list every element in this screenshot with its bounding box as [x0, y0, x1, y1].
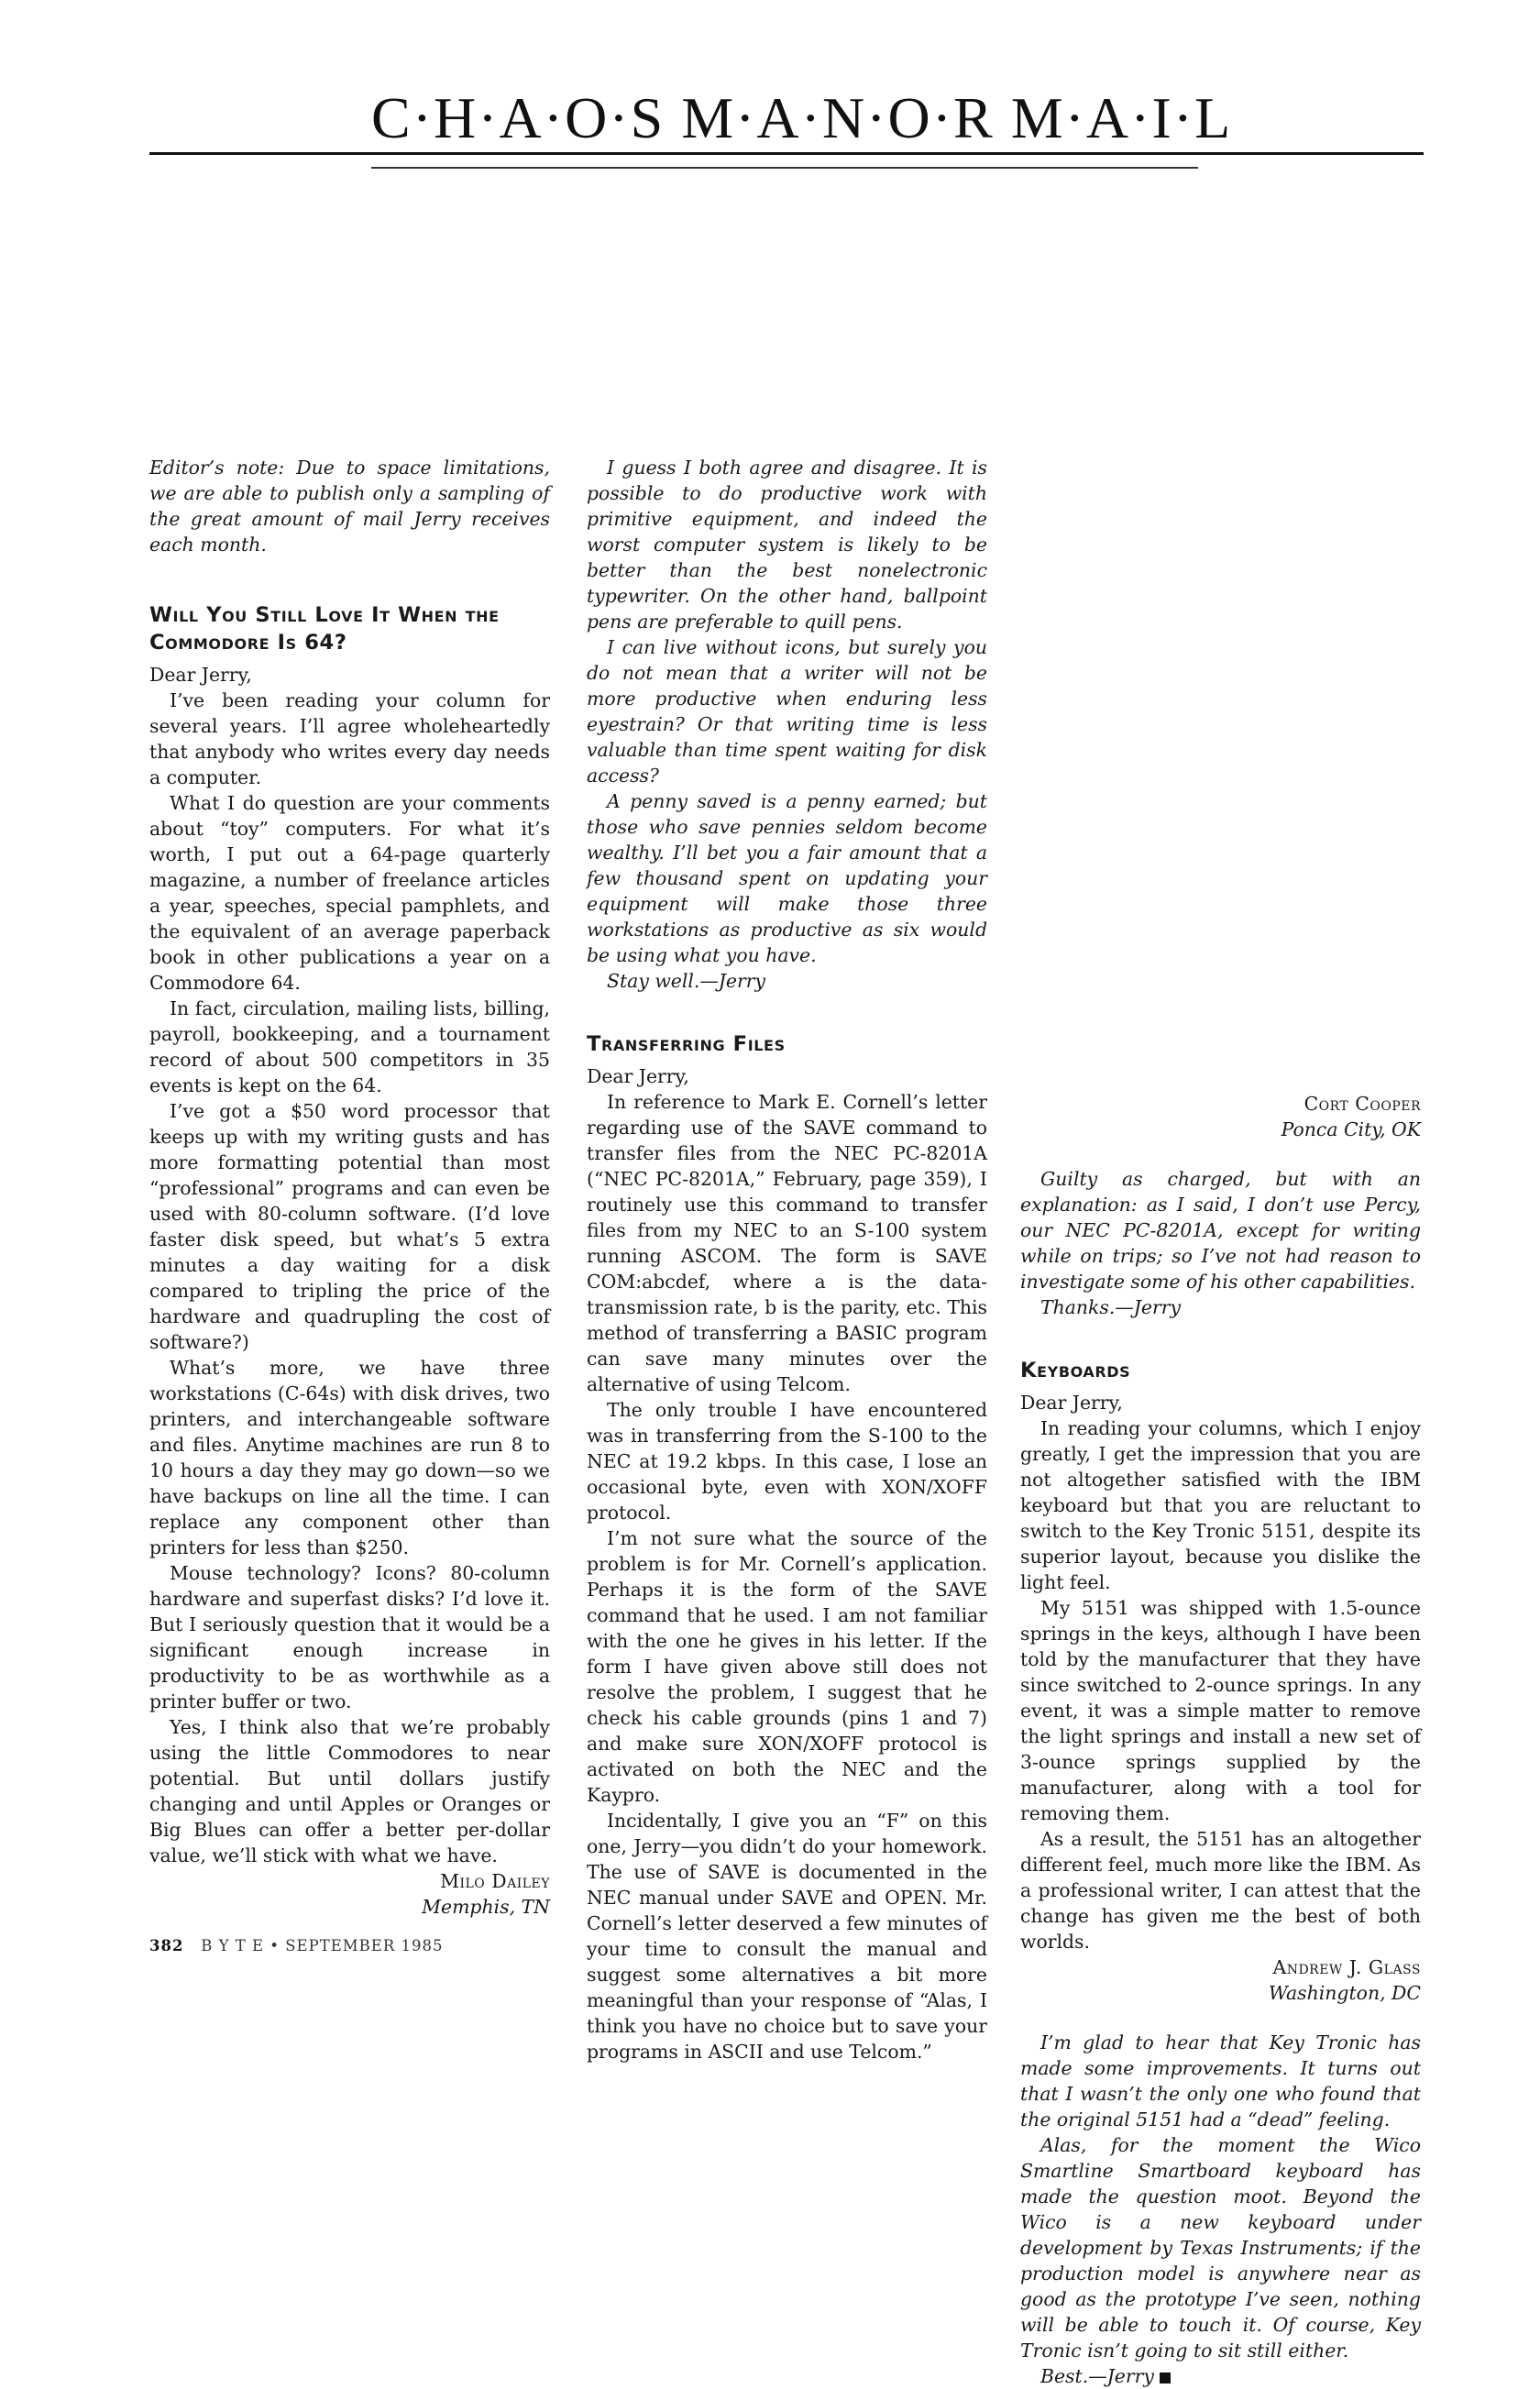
reply-signoff [587, 968, 987, 994]
letter-paragraph: What’s more, we have three workstations (C-64s) with disk drives, two printers, and interchangeable software and files. Anytime machines are run 8 to 10 hours a day they may go down—so we have backups on line all the time. I can replace any component other than printers for less than $250. [149, 1357, 550, 1558]
letter-paragraph: I’m not sure what the source of the problem is for Mr. Cornell’s application. Perhaps it is the form of the SAVE command that he used. I am not familiar with the one he gives in his letter. If the form I have given above still does not resolve the problem, I suggest that he check his cable grounds (pins 1 and 7) and make sure XON/XOFF protocol is activated on both the NEC and the Kaypro. [587, 1527, 987, 1806]
column-2 [587, 455, 987, 2064]
section-heading-keyboards: Keyboards [1020, 1359, 1131, 1382]
letter-paragraph: What I do question are your comments about “toy” computers. For what it’s worth, I put out a 64-page quarterly magazine, a number of freelance articles a year, speeches, special pamphlets, and the equivalent of an average paperback book in other publications a year on a Commodore 64. [149, 792, 550, 994]
reply-signoff-text: Thanks.—Jerry [1040, 1296, 1181, 1318]
column-1 [149, 455, 550, 1920]
letter-paragraph: Yes, I think also that we’re probably using the little Commodores to near potential. But until dollars justify changing and until Apples or Oranges or Big Blues can offer a better per-dollar value, we’ll stick with what we have. [149, 1716, 550, 1866]
column-3 [1020, 1091, 1421, 2389]
signature-name: Cort Cooper [1304, 1093, 1421, 1115]
reply-paragraph: I can live without icons, but surely you do not mean that a writer will not be more productive when enduring less eyestrain? Or that writing time is less valuable than time spent waiting for disk access? [587, 636, 987, 787]
letter-paragraph: Incidentally, I give you an “F” on this one, Jerry—you didn’t do your homework. The use of SAVE is documented in the NEC manual under SAVE and OPEN. Mr. Cornell’s letter deserved a few minutes of your time to consult the manual and suggest some alternatives a bit more meaningful than your response of “Alas, I think you have no choice but to save your programs in ASCII and use Telcom.” [587, 1810, 987, 2063]
letter-salutation: Dear Jerry, [587, 1065, 689, 1087]
end-of-article-mark [1160, 2372, 1171, 2383]
signature-name: Andrew J. Glass [1272, 1956, 1421, 1978]
reply-signoff-text: Stay well.—Jerry [607, 970, 766, 992]
reply-signoff [1020, 2363, 1421, 2389]
letter-paragraph: As a result, the 5151 has an altogether different feel, much more like the IBM. As a professional writer, I can attest that the change has given me the best of both worlds. [1020, 1828, 1421, 1953]
reply-signoff [1020, 1294, 1421, 1320]
section-heading-transferring: Transferring Files [587, 1032, 786, 1056]
letter-signature [1020, 1091, 1421, 1142]
reply-signoff-text: Best.—Jerry [1040, 2365, 1154, 2387]
reply-paragraph: I’m glad to hear that Key Tronic has made some improvements. It turns out that I wasn’t the only one who found that the original 5151 had a “dead” feeling. [1020, 2031, 1421, 2130]
magazine-name: B Y T E [201, 1937, 265, 1954]
title-rule-thin [371, 167, 1198, 169]
signature-place: Ponca City, OK [1281, 1118, 1421, 1140]
signature-place: Washington, DC [1268, 1982, 1421, 2004]
page-title: C·H·A·O·S M·A·N·O·R M·A·I·L [371, 85, 1233, 150]
section-heading-commodore: Will You Still Love It When the Commodore Is 64? [149, 603, 500, 655]
issue-date: SEPTEMBER 1985 [285, 1937, 444, 1954]
letter-paragraph: In reference to Mark E. Cornell’s letter regarding use of the SAVE command to transfer files from the NEC PC-8201A (“NEC PC-8201A,” February, page 359), I routinely use this command to transfer files from my NEC to an S-100 system running ASCOM. The form is SAVE COM:abcdef, where a is the data-transmission rate, b is the parity, etc. This method of transferring a BASIC program can save many minutes over the alternative of using Telcom. [587, 1091, 987, 1395]
letter-paragraph: Mouse technology? Icons? 80-column hardware and superfast disks? I’d love it. But I seriously question that it would be a significant enough increase in productivity to be as worthwhile as a printer buffer or two. [149, 1562, 550, 1712]
letter-paragraph: I’ve been reading your column for several years. I’ll agree wholeheartedly that anybody who writes every day needs a computer. [149, 689, 550, 788]
letter-signature [149, 1868, 550, 1920]
footer-separator: • [270, 1937, 280, 1954]
letter-salutation: Dear Jerry, [149, 664, 252, 686]
reply-paragraph: I guess I both agree and disagree. It is possible to do productive work with primitive equipment, and indeed the worst computer system is likely to be better than the best nonelectronic typewriter. On the other hand, ballpoint pens are preferable to quill pens. [587, 457, 987, 633]
letter-paragraph: In reading your columns, which I enjoy greatly, I get the impression that you are not altogether satisfied with the IBM keyboard but that you are reluctant to switch to the Key Tronic 5151, despite its superior layout, because you dislike the light feel. [1020, 1417, 1421, 1593]
letter-signature [1020, 1954, 1421, 2006]
reply-paragraph: Alas, for the moment the Wico Smartline Smartboard keyboard has made the question moot. Beyond the Wico is a new keyboard under development by Texas Instruments; if the production model is anywhere near as good as the prototype I’ve seen, nothing will be able to touch it. Of course, Key Tronic isn’t going to sit still either. [1020, 2134, 1421, 2361]
letter-salutation: Dear Jerry, [1020, 1392, 1123, 1414]
reply-paragraph: Guilty as charged, but with an explanation: as I said, I don’t use Percy, our NEC PC-8201A, except for writing while on trips; so I’ve not had reason to investigate some of his other capabilities. [1020, 1168, 1421, 1293]
reply-paragraph: A penny saved is a penny earned; but those who save pennies seldom become wealthy. I’ll bet you a fair amount that a few thousand spent on updating your equipment will make those three workstations as productive as six would be using what you have. [587, 790, 987, 966]
editor-note: Editor’s note: Due to space limitations, we are able to publish only a sampling of the great amount of mail Jerry receives each month. [149, 457, 550, 556]
letter-paragraph: My 5151 was shipped with 1.5-ounce springs in the keys, although I have been told by the manufacturer that they have since switched to 2-ounce springs. In any event, it was a simple matter to remove the light springs and install a new set of 3-ounce springs supplied by the manufacturer, along with a tool for removing them. [1020, 1597, 1421, 1824]
page-footer [149, 1937, 443, 1954]
letter-paragraph: In fact, circulation, mailing lists, billing, payroll, bookkeeping, and a tournament record of about 500 competitors in 35 events is kept on the 64. [149, 997, 550, 1096]
title-rule-thick [149, 152, 1424, 155]
page-number: 382 [149, 1937, 184, 1954]
letter-paragraph: The only trouble I have encountered was in transferring from the S-100 to the NEC at 19.2 kbps. In this case, I lose an occasional byte, even with XON/XOFF protocol. [587, 1399, 987, 1524]
letter-paragraph: I’ve got a $50 word processor that keeps up with my writing gusts and has more formatting potential than most “professional” programs and can even be used with 80-column software. (I’d love faster disk speed, but what’s 5 extra minutes a day waiting for a disk compared to tripling the price of the hardware and quadrupling the cost of software?) [149, 1100, 550, 1353]
signature-name: Milo Dailey [440, 1870, 550, 1892]
signature-place: Memphis, TN [422, 1896, 550, 1918]
